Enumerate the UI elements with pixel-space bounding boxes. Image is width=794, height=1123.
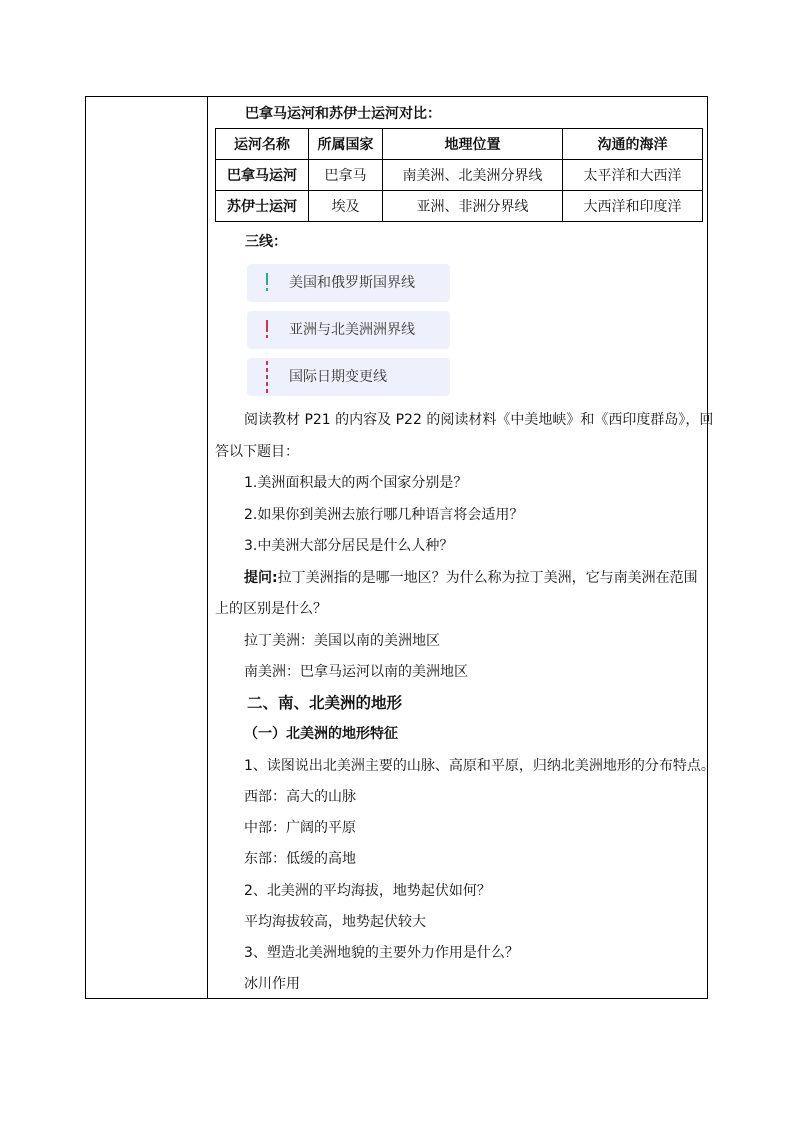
line-card-asia-north-america <box>247 311 450 349</box>
ask-line2: 上的区别是什么？ <box>215 601 327 617</box>
dashed-line-icon <box>266 361 268 393</box>
south-america-definition: 南美洲：巴拿马运河以南的美洲地区 <box>244 664 468 680</box>
cell-country: 巴拿马 <box>309 160 383 191</box>
item-3: 3、塑造北美洲地貌的主要外力作用是什么？ <box>244 945 519 961</box>
reading-instruction-line1: 阅读教材 P21 的内容及 P22 的阅读材料《中美地峡》和《西印度群岛》，回 <box>244 412 714 428</box>
subsection-title: （一）北美洲的地形特征 <box>244 726 398 742</box>
item-3-answer: 冰川作用 <box>244 976 300 992</box>
question-3: 3.中美洲大部分居民是什么人种？ <box>244 538 454 554</box>
left-column <box>86 97 208 998</box>
content-column <box>208 97 715 998</box>
table-row <box>216 160 703 191</box>
item-1: 1、读图说出北美洲主要的山脉、高原和平原，归纳北美洲地形的分布特点。 <box>244 758 715 774</box>
middle-terrain: 中部：广阔的平原 <box>244 820 356 836</box>
canal-comparison-table <box>215 128 703 222</box>
ask-line1 <box>244 569 698 587</box>
dash-mark-icon <box>266 273 268 293</box>
header-canal-name: 运河名称 <box>216 129 309 160</box>
header-country: 所属国家 <box>309 129 383 160</box>
cell-location: 南美洲、北美洲分界线 <box>383 160 563 191</box>
table-row <box>216 191 703 222</box>
question-1: 1.美洲面积最大的两个国家分别是？ <box>244 475 468 491</box>
west-terrain: 西部：高大的山脉 <box>244 789 356 805</box>
dash-mark-icon <box>266 320 268 340</box>
line-card-label: 亚洲与北美洲洲界线 <box>289 322 415 338</box>
table-header-row <box>216 129 703 160</box>
line-card-label: 国际日期变更线 <box>289 369 387 385</box>
cell-location: 亚洲、非洲分界线 <box>383 191 563 222</box>
header-location: 地理位置 <box>383 129 563 160</box>
east-terrain: 东部：低缓的高地 <box>244 851 356 867</box>
canal-comparison-title: 巴拿马运河和苏伊士运河对比： <box>245 106 441 122</box>
latin-america-definition: 拉丁美洲：美国以南的美洲地区 <box>244 633 440 649</box>
line-card-label: 美国和俄罗斯国界线 <box>289 275 415 291</box>
section-title: 二、南、北美洲的地形 <box>247 694 403 712</box>
lesson-table <box>85 96 715 999</box>
cell-canal-name: 巴拿马运河 <box>216 160 309 191</box>
three-lines-label: 三线： <box>245 234 287 250</box>
item-2: 2、北美洲的平均海拔，地势起伏如何？ <box>244 883 491 899</box>
header-oceans: 沟通的海洋 <box>563 129 703 160</box>
cell-country: 埃及 <box>309 191 383 222</box>
question-2: 2.如果你到美洲去旅行哪几种语言将会适用？ <box>244 507 524 523</box>
ask-label: 提问: <box>244 570 278 586</box>
cell-oceans: 大西洋和印度洋 <box>563 191 703 222</box>
cell-canal-name: 苏伊士运河 <box>216 191 309 222</box>
line-card-us-russia <box>247 264 450 302</box>
ask-text: 拉丁美洲指的是哪一地区？为什么称为拉丁美洲，它与南美洲在范围 <box>277 570 698 586</box>
item-2-answer: 平均海拔较高，地势起伏较大 <box>244 914 426 930</box>
line-card-date-line <box>247 358 450 396</box>
cell-oceans: 太平洋和大西洋 <box>563 160 703 191</box>
reading-instruction-line2: 答以下题目： <box>215 444 299 460</box>
